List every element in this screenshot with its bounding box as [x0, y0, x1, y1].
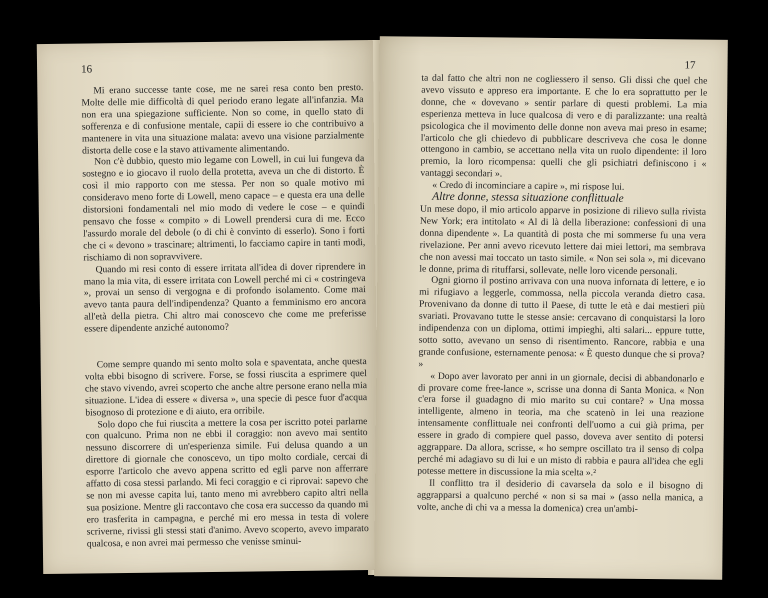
- right-page-text: [417, 73, 708, 517]
- paragraph: Non c'è dubbio, questo mio legame con Lowell, in cui lui fungeva da sostegno e io giocavo il ruolo della protetta, aveva un che di distorto. È così il mio rapporto con me stessa. Per non so quale motivo mi consideravo meno forte di Lowell, meno capace – e questa era una delle distorsioni fondamentali nel mio modo di vedere le cose – e quindi pensavo che fosse « compito » di Lowell prendersi cura di me. Ecco l'assurdo morale del debole (o di chi è convinto di esserlo). Sono i forti che ci « devono » trascinare; altrimenti, lo facciamo capire in tanti modi, rischiamo di non sopravvivere.: [82, 153, 366, 264]
- paragraph: « Dopo aver lavorato per anni in un giornale, decisi di abbandonarlo e di provare come free-lance », scrisse una donna di Santa Monica. « Non c'era forse il guadagno di mio marito su cui contare? » Una mossa intelligente, almeno in teoria, ma che scatenò in lei una reazione intensamente conflittuale nei confronti dell'uomo a cui già prima, per essere in grado di compiere quel passo, doveva aver sentito di potersi aggrappare. Da allora, scrisse, « ho sempre oscillato tra il senso di colpa perché mi adagiavo su di lui e un misto di rabbia e paura all'idea che egli potesse mettere in discussione la mia scelta ».²: [417, 370, 705, 479]
- right-page: [374, 36, 728, 580]
- paragraph: ta dal fatto che altri non ne cogliessero il senso. Gli dissi che quel che avevo vissuto e appreso era importante. E che lo era soprattutto per le donne, che « dovevano » sentir parlare di questi problemi. La mia esperienza metteva in luce qualcosa di vero e di paralizzante: una realtà psicologica che il movimento delle donne non aveva mai preso in esame; l'articolo che gli chiedevo di pubblicare descriveva che cosa le donne ottengono in cambio, se accettano nella vita un ruolo dipendente: il loro premio, la loro ricompensa: quelli che gli psichiatri definiscono i « vantaggi secondari ».: [420, 72, 708, 180]
- section-heading: Altre donne, stessa situazione conflittuale: [432, 190, 624, 205]
- left-page: [37, 40, 379, 574]
- page-number: 17: [684, 59, 696, 72]
- paragraph: Solo dopo che fui riuscita a mettere la cosa per iscritto potei parlarne con qualcuno. Prima non ne ebbi il coraggio: non avevo mai sentito nessuno discorrere di un'esperienza simile. Fui delusa quando a un direttore di giornale che conoscevo, un tipo molto cordiale, cercai di esporre l'articolo che avevo appena scritto ed egli parve non afferrare affatto di cosa stessi parlando. Mi feci coraggio e ci riprovai: sapevo che se non mi avesse capita lui, tanto meno mi avrebbero capito altri nella sua posizione. Mentre gli raccontavo che cosa era successo da quando mi ero trasferita in campagna, e perché mi ero messa in testa di volere scriverne, rivissi gli stessi stati d'animo. Avevo scoperto, avevo imparato qualcosa, e non avrei mai permesso che venisse sminui-: [85, 415, 369, 550]
- paragraph: Quando mi resi conto di essere irritata all'idea di dover riprendere in mano la mia vita, di essere irritata con Lowell perché mi ci « costringeva », provai un senso di vergogna e di profondo isolamento. Come mai avevo tanta paura dell'indipendenza? Quanto a femminismo ero ancora all'età della pietra. Chi altro mai conoscevo che come me preferisse essere dipendente anziché autonomo?: [83, 260, 367, 335]
- paragraph: Ogni giorno il postino arrivava con una nuova infornata di lettere, e io mi rifugiavo a leggerle, commossa, nella piccola veranda dietro casa. Provenivano da donne di tutto il Paese, di tutte le età e dai mestieri più svariati. Provavano tutte le stesse ansie: cercavano di conquistarsi la loro indipendenza con un diploma, ottimi impieghi, alti salari... eppure tutte, sotto sotto, avevano un senso di risentimento. Rancore, rabbia e una grande confusione, esternamente penosa: « È questo dunque che si prova? »: [418, 275, 706, 370]
- paragraph: « Credo di incominciare a capire », mi rispose lui.: [432, 179, 625, 193]
- paragraph: Il conflitto tra il desiderio di cavarsela da solo e il bisogno di aggrapparsi a qualcuno perché « non si sa mai » (asso nella manica, a volte, anche di chi va a messa la domenica) crea un'ambi-: [416, 477, 704, 515]
- paragraph: Mi erano successe tante cose, me ne sarei resa conto ben presto. Molte delle mie difficoltà di quel periodo erano legate all'infanzia. Ma non era una spiegazione sufficiente. Non so come, in quello stato di sofferenza e di confusione mentale, capii di essere io che contribuivo a mantenere in vita una situazione malata: avevo una visione parzialmente distorta delle cose e la stavo attivamente alimentando.: [81, 82, 364, 157]
- page-number: 16: [81, 63, 93, 76]
- paragraph: Come sempre quando mi sento molto sola e spaventata, anche questa volta ebbi bisogno di scrivere. Forse, se fossi riuscita a esprimere quel che stavo vivendo, avrei scoperto che anche altre persone erano nella mia situazione. L'idea di essere « diversa », una specie di pesce fuor d'acqua bisognoso di protezione e di aiuto, era orribile.: [84, 356, 368, 419]
- left-page-text: [81, 82, 369, 550]
- paragraph: Un mese dopo, il mio articolo apparve in posizione di rilievo sulla rivista New York; era intitolato « Al di là della liberazione: confessioni di una donna dipendente ». La quantità di posta che mi sommerse fu una vera rivelazione. Per anni avevo ricevuto lettere dai miei lettori, ma sembrava che non avessi mai toccato un tasto simile. « Non sei sola », mi dicevano le donne, prima di rituffarsi, sollevate, nelle loro vicende personali.: [419, 203, 707, 277]
